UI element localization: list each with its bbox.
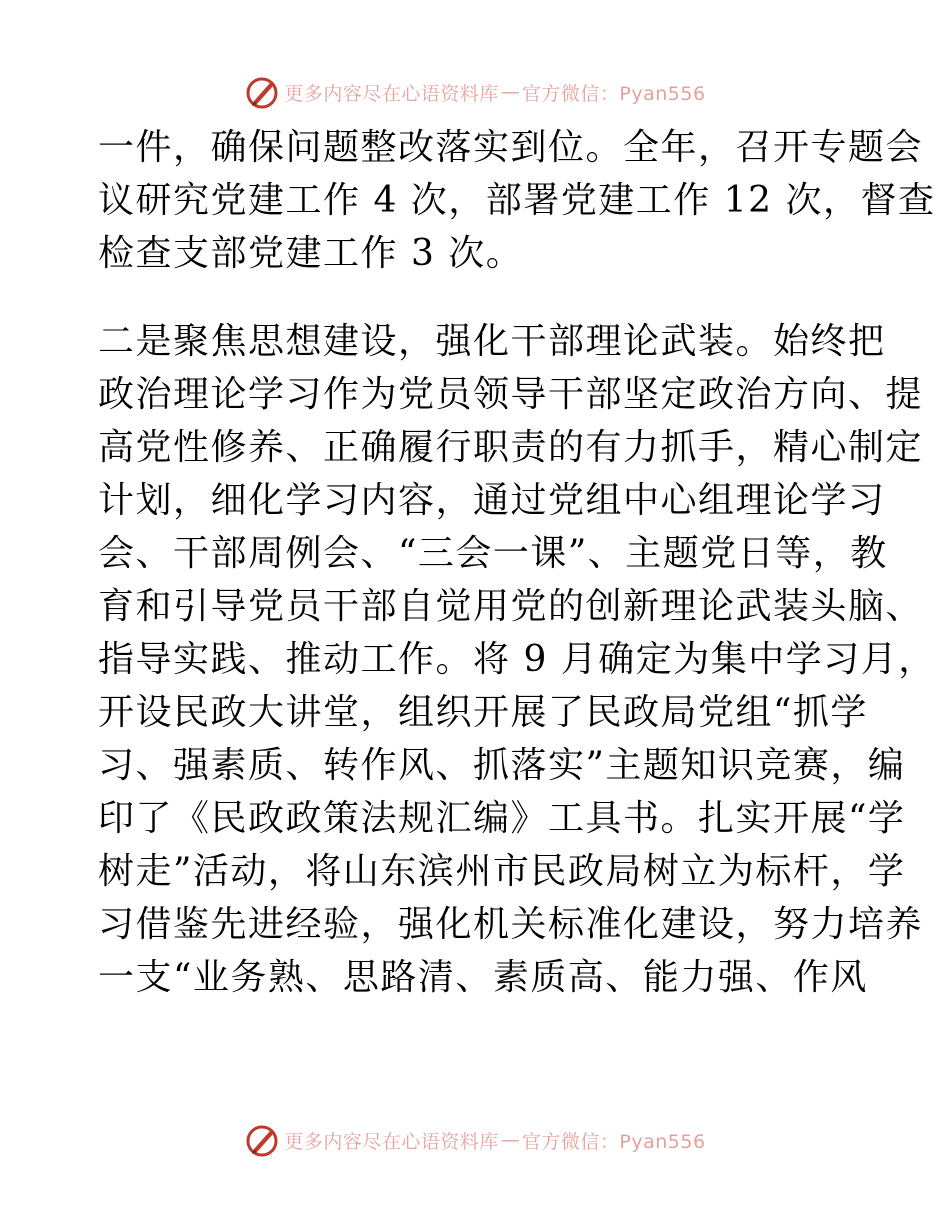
text-line: 指导实践、推动工作。将 9 月确定为集中学习月， [98, 639, 936, 680]
paragraph-2 [98, 315, 936, 1004]
text-line: 开设民政大讲堂，组织开展了民政局党组“抓学 [98, 692, 868, 733]
text-line: 检查支部党建工作 3 次。 [98, 233, 524, 274]
watermark-dash: — [500, 81, 520, 103]
text-line: 印了《民政政策法规汇编》工具书。扎实开展“学 [98, 798, 906, 839]
pen-logo-icon [244, 1122, 280, 1158]
watermark-contact: 官方微信：Pyan556 [521, 1130, 706, 1153]
text-line: 政治理论学习作为党员领导干部坚定政治方向、提 [98, 374, 924, 415]
text-line: 一支“业务熟、思路清、素质高、能力强、作风 [98, 957, 868, 998]
text-line: 树走”活动，将山东滨州市民政局树立为标杆，学 [98, 851, 906, 892]
text-line: 计划，细化学习内容，通过党组中心组理论学习 [98, 480, 886, 521]
text-line: 育和引导党员干部自觉用党的创新理论武装头脑、 [98, 586, 924, 627]
watermark-header [0, 72, 950, 112]
text-line: 高党性修养、正确履行职责的有力抓手，精心制定 [98, 427, 924, 468]
document-body [98, 121, 936, 1004]
watermark-text: 更多内容尽在心语资料库 [284, 82, 499, 105]
text-line: 会、干部周例会、“三会一课”、主题党日等，教 [98, 533, 888, 574]
text-line: 议研究党建工作 4 次，部署党建工作 12 次，督查 [98, 180, 936, 221]
text-line: 习、强素质、转作风、抓落实”主题知识竞赛，编 [98, 745, 906, 786]
pen-logo-icon [244, 74, 280, 110]
watermark-dash: — [500, 1129, 520, 1151]
paragraph-1 [98, 121, 936, 280]
text-line: 二是聚焦思想建设，强化干部理论武装。始终把 [98, 321, 886, 362]
text-line: 一件，确保问题整改落实到位。全年，召开专题会 [98, 127, 924, 168]
watermark-footer [0, 1120, 950, 1160]
watermark-text: 更多内容尽在心语资料库 [284, 1130, 499, 1153]
paragraph-gap [98, 280, 858, 315]
watermark-contact: 官方微信：Pyan556 [521, 82, 706, 105]
text-line: 习借鉴先进经验，强化机关标准化建设，努力培养 [98, 904, 924, 945]
